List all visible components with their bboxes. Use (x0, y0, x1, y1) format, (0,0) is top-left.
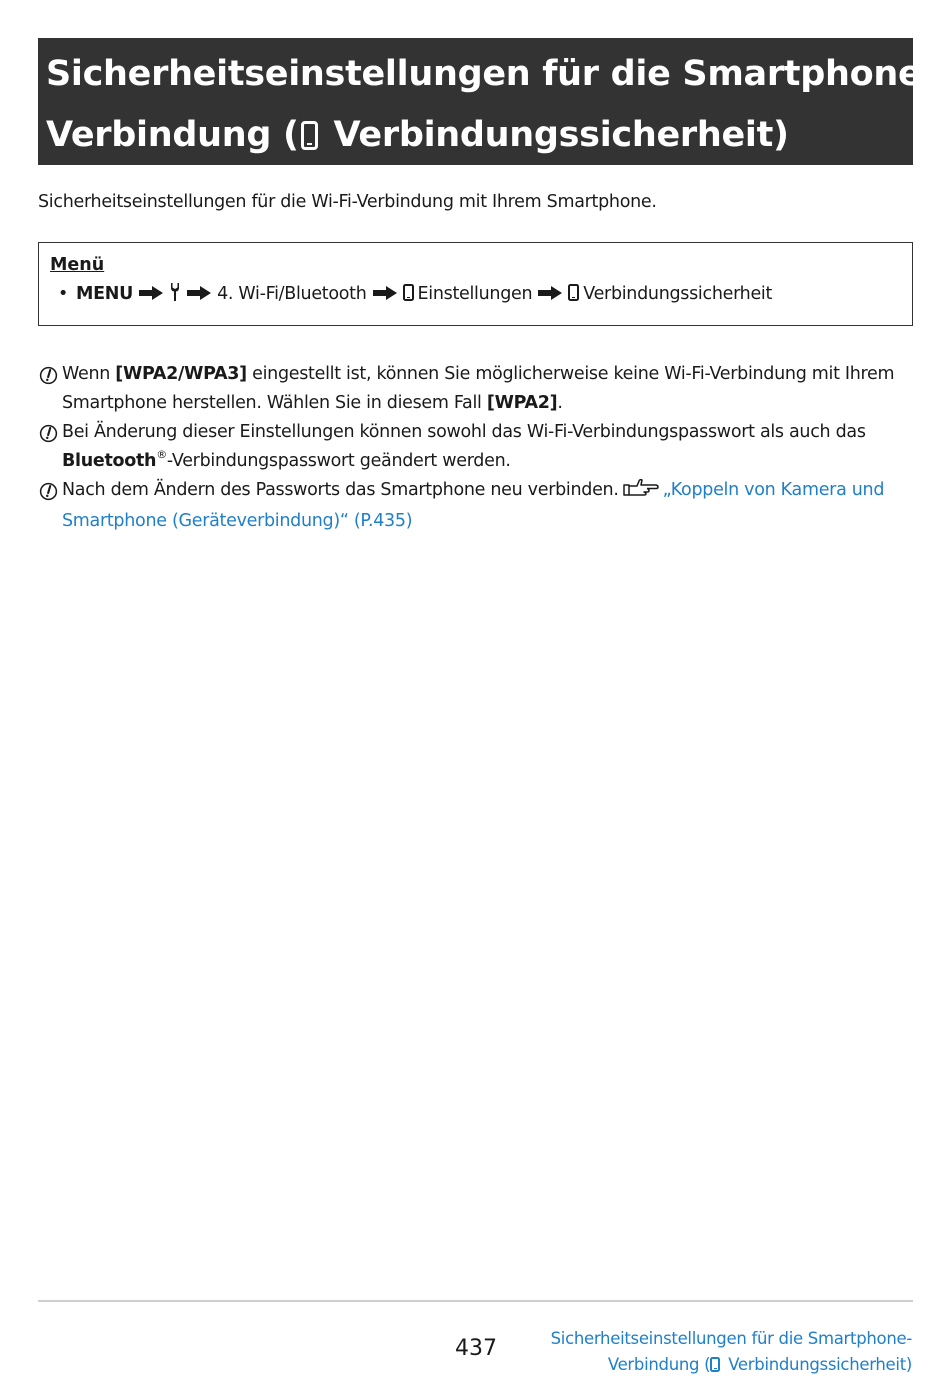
menu-heading: Menü (50, 255, 105, 275)
cross-reference-link[interactable]: Smartphone (Geräteverbindung)“ (P.435) (62, 511, 413, 531)
note-bold-text: [WPA2/WPA3] (115, 364, 247, 384)
registered-mark: ® (156, 448, 167, 461)
note-text: Wenn (62, 364, 116, 384)
page-title-line-2-prefix: Verbindung ( (46, 115, 299, 155)
footer-section-link[interactable] (551, 1326, 912, 1378)
arrow-right-icon (139, 286, 163, 300)
note-text: Nach dem Ändern des Passworts das Smartphone neu verbinden. (62, 480, 619, 500)
caution-icon (39, 424, 58, 443)
footer-title-suffix[interactable]: Verbindungssicherheit) (723, 1355, 912, 1374)
menu-step-security: Verbindungssicherheit (583, 284, 773, 304)
menu-label: MENU (76, 284, 134, 304)
note-line (62, 447, 918, 476)
intro-text: Sicherheitseinstellungen für die Wi-Fi-Verbindung mit Ihrem Smartphone. (38, 192, 657, 212)
note-bold-text: [WPA2] (486, 393, 558, 413)
note-line: Bei Änderung dieser Einstellungen können sowohl das Wi-Fi-Verbindungspasswort als auch das (62, 422, 866, 442)
menu-path (58, 278, 901, 313)
arrow-right-icon (538, 286, 562, 300)
smartphone-icon (568, 284, 579, 301)
menu-step-settings: Einstellungen (417, 284, 533, 304)
page-title-line-2 (46, 105, 903, 166)
cross-reference-link[interactable]: „Koppeln von Kamera und (662, 480, 885, 500)
menu-step-wifi: 4. Wi-Fi/Bluetooth (217, 284, 367, 304)
page-title (38, 38, 936, 165)
note-text: -Verbindungspasswort geändert werden. (166, 451, 511, 471)
smartphone-icon (710, 1357, 720, 1372)
smartphone-icon (403, 284, 414, 301)
footer-divider (38, 1300, 913, 1302)
footer-title-line-2[interactable] (551, 1352, 912, 1378)
note-line (62, 507, 918, 536)
footer-title-line-1[interactable]: Sicherheitseinstellungen für die Smartphone- (550, 1329, 912, 1348)
caution-icon (39, 482, 58, 501)
note-line (62, 476, 918, 507)
menu-path-box (38, 242, 913, 326)
notes-list (38, 360, 918, 536)
wrench-icon (169, 281, 181, 313)
caution-icon (39, 366, 58, 385)
page-title-line-1: Sicherheitseinstellungen für die Smartphone- (46, 54, 936, 94)
note-item (38, 360, 918, 418)
note-item (38, 476, 918, 536)
note-text: eingestellt ist, können Sie möglicherweise keine Wi-Fi-Verbindung mit Ihrem (246, 364, 895, 384)
note-item (38, 418, 918, 476)
bullet: • (58, 284, 69, 304)
note-line (62, 360, 918, 389)
note-bold-text: Bluetooth (62, 451, 157, 471)
arrow-right-icon (187, 286, 211, 300)
page-title-line-2-suffix: Verbindungssicherheit) (321, 115, 789, 155)
smartphone-icon (301, 121, 318, 150)
footer-title-prefix[interactable]: Verbindung ( (607, 1355, 711, 1374)
note-text: Smartphone herstellen. Wählen Sie in diesem Fall (62, 393, 487, 413)
arrow-right-icon (373, 286, 397, 300)
note-text: . (557, 393, 563, 413)
note-line (62, 389, 918, 418)
page-number: 437 (455, 1336, 497, 1361)
pointing-hand-icon (623, 478, 659, 507)
